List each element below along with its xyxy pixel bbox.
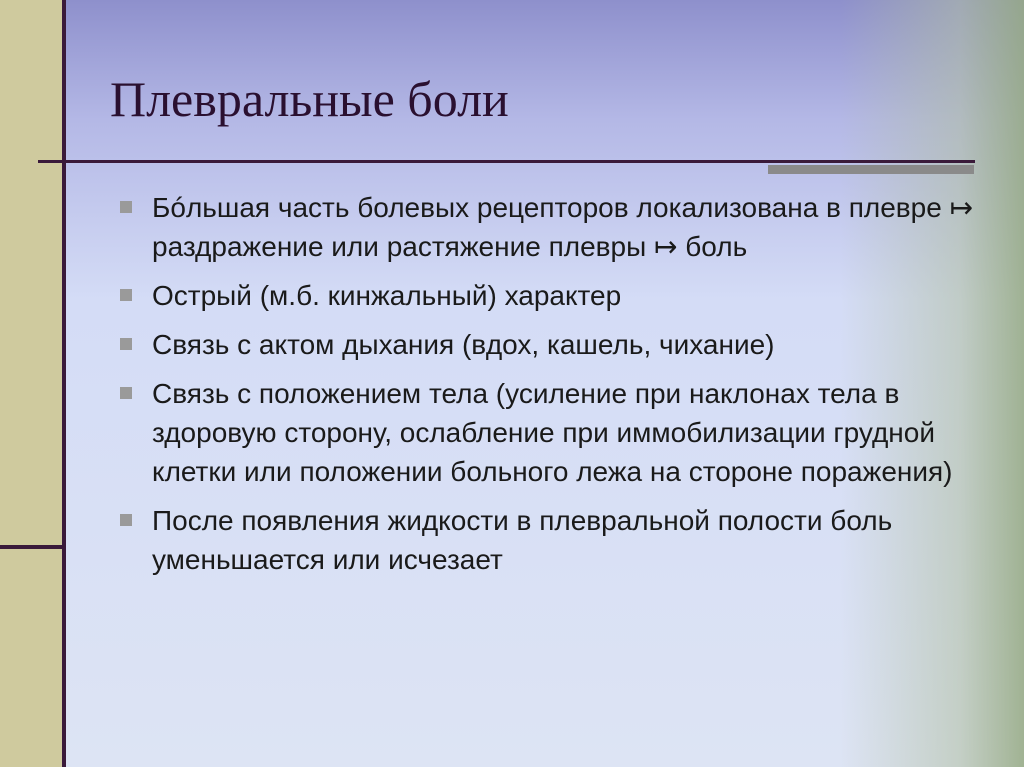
square-bullet-icon bbox=[120, 514, 132, 526]
bullet-text: Бóльшая часть болевых рецепторов локализована в плевре ↦ раздражение или растяжение плевры ↦ боль bbox=[152, 192, 974, 262]
bullet-text: Связь с актом дыхания (вдох, кашель, чихание) bbox=[152, 329, 775, 360]
bullet-text: После появления жидкости в плевральной полости боль уменьшается или исчезает bbox=[152, 505, 893, 575]
bullet-text: Острый (м.б. кинжальный) характер bbox=[152, 280, 622, 311]
title-accent-bar bbox=[768, 165, 974, 174]
left-decor-rule bbox=[0, 545, 66, 549]
left-decor-strip bbox=[0, 0, 66, 767]
bullet-item bbox=[120, 374, 980, 491]
bullet-item bbox=[120, 501, 980, 579]
bullet-text: Связь с положением тела (усиление при наклонах тела в здоровую сторону, ослабление при иммобилизации грудной клетки или положении больного лежа на стороне поражения) bbox=[152, 378, 953, 487]
square-bullet-icon bbox=[120, 289, 132, 301]
square-bullet-icon bbox=[120, 387, 132, 399]
slide-title: Плевральные боли bbox=[110, 71, 509, 127]
square-bullet-icon bbox=[120, 338, 132, 350]
square-bullet-icon bbox=[120, 201, 132, 213]
bullet-item bbox=[120, 325, 980, 364]
bullet-list bbox=[120, 188, 980, 589]
bullet-item bbox=[120, 188, 980, 266]
bullet-item bbox=[120, 276, 980, 315]
title-underline bbox=[38, 160, 975, 163]
